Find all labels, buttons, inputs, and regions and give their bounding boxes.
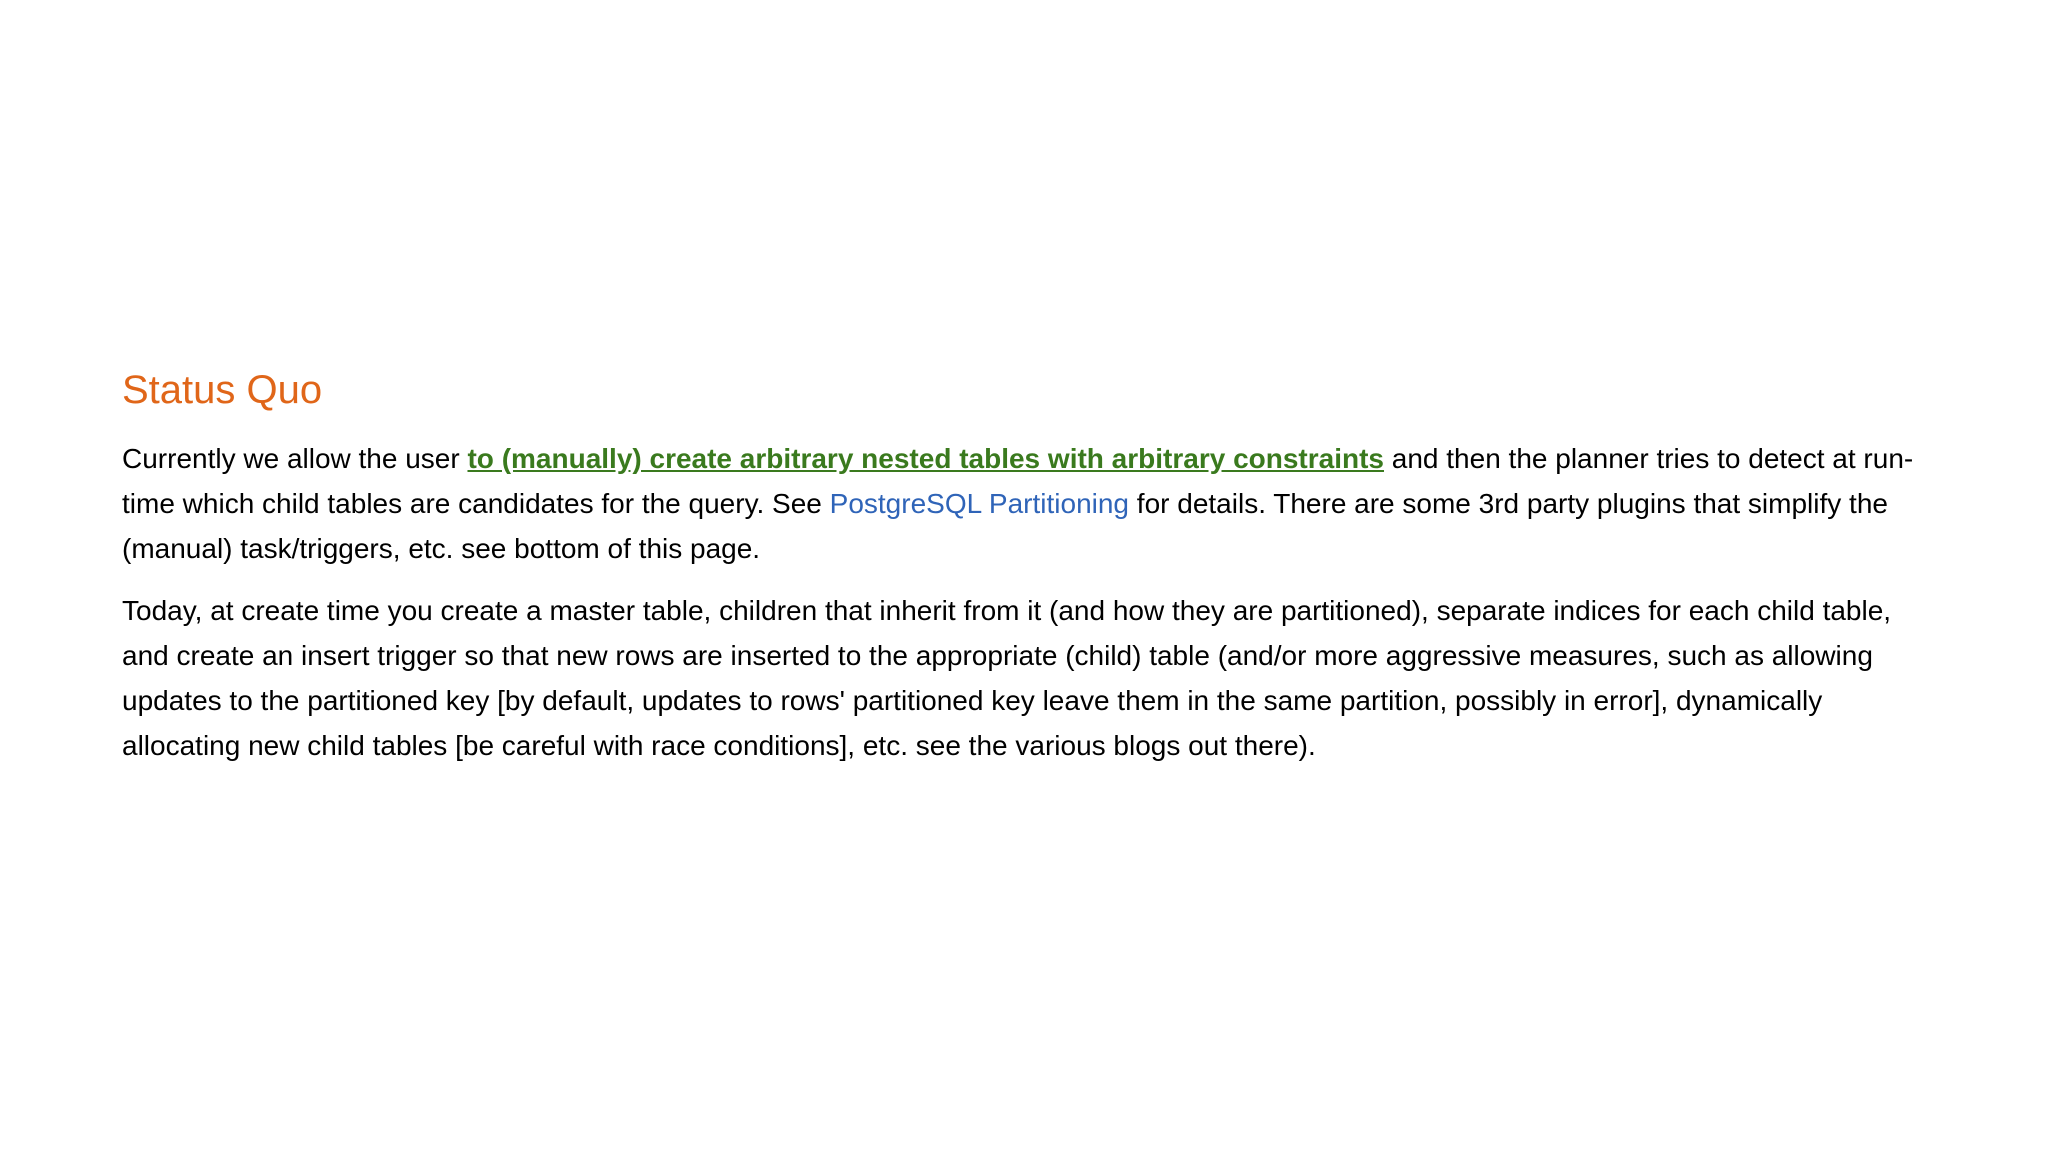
paragraph-status bbox=[122, 436, 1932, 571]
paragraph-text: and then the planner tries to detect at run-time which child tables are candidates for the query. See bbox=[122, 443, 1914, 519]
section-heading: Status Quo bbox=[122, 368, 323, 412]
content-area bbox=[122, 366, 1932, 785]
paragraph-today: Today, at create time you create a master table, children that inherit from it (and how they are partitioned), separate indices for each child table, and create an insert trigger so that new rows are inserted to the appropriate (child) table (and/or more aggressive measures, such as allowing updates to the partitioned key [by default, updates to rows' partitioned key leave them in the same partition, possibly in error], dynamically allocating new child tables [be careful with race conditions], etc. see the various blogs out there). bbox=[122, 595, 1892, 761]
paragraph-text: for details. There are some 3rd party plugins that simplify the (manual) task/triggers, etc. see bottom of this page. bbox=[122, 488, 1888, 564]
paragraph-text: Currently we allow the user bbox=[122, 443, 468, 474]
postgresql-partitioning-link[interactable]: PostgreSQL Partitioning bbox=[829, 488, 1130, 519]
nested-tables-link[interactable]: to (manually) create arbitrary nested tables with arbitrary constraints bbox=[467, 443, 1384, 474]
